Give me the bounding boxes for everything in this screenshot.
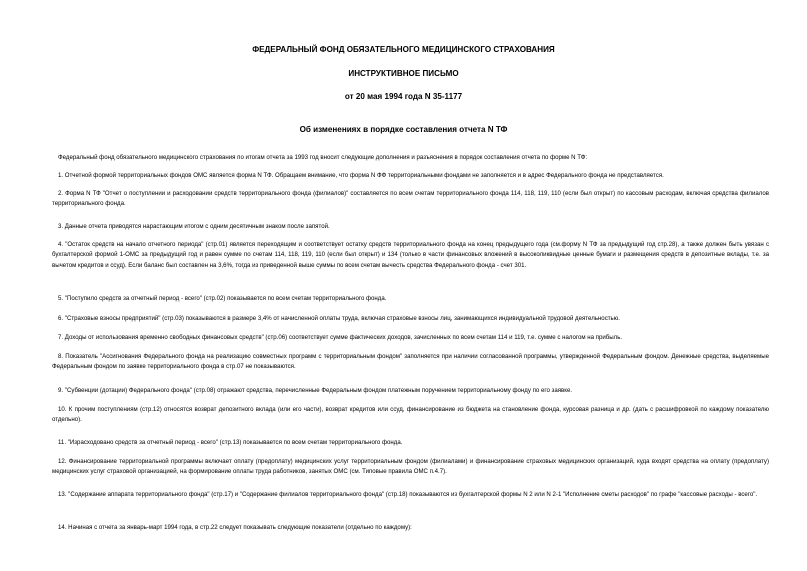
paragraph-12: 12. Финансирование территориальной программы включает оплату (предоплату) медицинских услуг территориальным фондом (филиалами) и финансирование страховых медицинских организаций, куда входят средства на оплату (предоплату) медицинских услуг страховой организацией, на формирование оплаты труда работников, занятых ОМС (см. Типовые правила ОМС п.4.7). bbox=[52, 458, 769, 476]
paragraph-10: 10. К прочим поступлениям (стр.12) относятся возврат депозитного вклада (или его части), возврат кредитов или ссуд, финансирование из бюджета на становление фонда, курсовая разница и др. (дать с расшифровкой по каждому показателю отдельно). bbox=[52, 406, 769, 424]
paragraph-7: 7. Доходы от использования временно свободных финансовых средств" (стр.06) соответствует сумме фактических доходов, зачисленных по всем счетам 114 и 119, т.е. сумме с налогом на прибыль. bbox=[58, 334, 623, 341]
document-type: ИНСТРУКТИВНОЕ ПИСЬМО bbox=[348, 69, 459, 78]
paragraph-intro: Федеральный фонд обязательного медицинского страхования по итогам отчета за 1993 год вносит следующие дополнения и разъяснения в порядок составления отчета по форме N ТФ: bbox=[58, 154, 588, 161]
paragraph-2: 2. Форма N ТФ "Отчет о поступлении и расходовании средств территориального фонда (филиалов)" составляется по всем счетам территориального фонда 114, 118, 119, 110 (если был открыт) по кассовым расходам, включая средства филиалов территориального фонда. bbox=[52, 190, 769, 208]
document-subject: Об изменениях в порядке составления отчета N ТФ bbox=[299, 125, 508, 134]
paragraph-6: 6. "Страховые взносы предприятий" (стр.03) показываются в размере 3,4% от начисленной оплаты труда, включая страховые взносы лиц, занимающихся индивидуальной трудовой деятельностью. bbox=[58, 315, 620, 322]
paragraph-1: 1. Отчетной формой территориальных фондов ОМС является форма N ТФ. Обращаем внимание, что форма N ФФ территориальными фондами не заполняется и в адрес Федерального фонда не представляется. bbox=[58, 172, 664, 179]
paragraph-4: 4. "Остаток средств на начало отчетного периода" (стр.01) является переходящим и соответствует остатку средств территориального фонда на конец предыдущего года (см.форму N ТФ за предыдущий год стр.28), а также должен быть увязан с бухгалтерской формой 1-ОМС за предыдущий год и равен сумме по счетам 114, 118, 119, 110 (если был открыт) и 134 (только в части финансовых вложений в высоколиквидные ценные бумаги и размещения средств в депозитные вклады, т.е. за вычетом кредитов и ссуд). Если баланс был составлен на 3,6%, тогда из приведенной выше суммы по всем счетам вычесть средства Федерального фонда - счет 301. bbox=[52, 241, 769, 269]
paragraph-14: 14. Начиная с отчета за январь-март 1994 года, в стр.22 следует показывать следующие показатели (отдельно по каждому): bbox=[58, 524, 412, 531]
paragraph-9: 9. "Субвенции (дотации) Федерального фонда" (стр.08) отражают средства, перечисленные Федеральным фондом платежным поручением территориальному фонду по его заявке. bbox=[58, 387, 573, 394]
paragraph-11: 11. "Израсходовано средств за отчетный период - всего" (стр.13) показывается по всем счетам территориального фонда. bbox=[58, 439, 403, 446]
organization-title: ФЕДЕРАЛЬНЫЙ ФОНД ОБЯЗАТЕЛЬНОГО МЕДИЦИНСКОГО СТРАХОВАНИЯ bbox=[252, 45, 555, 54]
paragraph-3: 3. Данные отчета приводятся нарастающим итогом с одним десятичным знаком после запятой. bbox=[58, 223, 330, 230]
document-date-number: от 20 мая 1994 года N 35-1177 bbox=[344, 92, 463, 101]
paragraph-5: 5. "Поступило средств за отчетный период - всего" (стр.02) показывается по всем счетам территориального фонда. bbox=[58, 295, 387, 302]
paragraph-13: 13. "Содержание аппарата территориального фонда" (стр.17) и "Содержание филиалов территориального фонда" (стр.18) показываются из бухгалтерской формы N 2 или N 2-1 "Исполнение сметы расходов" по графе "кассовые расходы - всего". bbox=[58, 491, 758, 498]
paragraph-8: 8. Показатель "Ассигнования Федерального фонда на реализацию совместных программ с территориальным фондом" заполняется при наличии согласованной программы, утвержденной Федеральным фондом. Денежные средства, выделяемые Федеральным фондом по заявке территориального фонда в стр.07 не показываются. bbox=[52, 353, 769, 371]
